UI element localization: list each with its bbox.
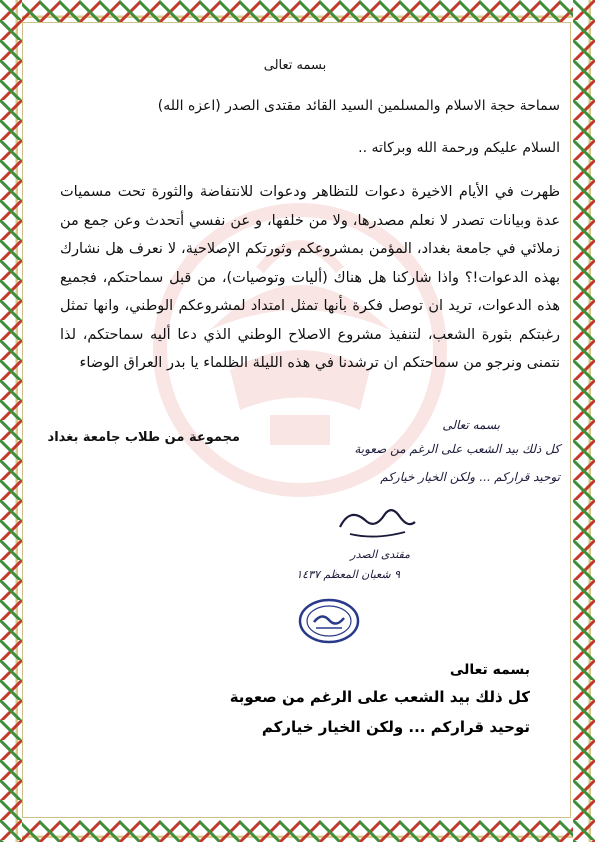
letter-basmala: بسمه تعالى bbox=[263, 58, 327, 73]
typed-reply-line: توحيد قراركم ... ولكن الخيار خياركم bbox=[261, 718, 530, 736]
letter-greeting: السلام عليكم ورحمة الله وبركاته .. bbox=[358, 140, 560, 156]
handwritten-basmala: بسمه تعالى bbox=[442, 418, 500, 432]
decorative-border-bottom bbox=[0, 820, 595, 842]
handwritten-date: ٩ شعبان المعظم ١٤٣٧ bbox=[296, 568, 400, 581]
letter-signatory: مجموعة من طلاب جامعة بغداد bbox=[47, 430, 240, 445]
typed-reply-line: كل ذلك بيد الشعب على الرغم من صعوبة bbox=[229, 688, 530, 706]
decorative-border-left bbox=[0, 0, 22, 842]
handwritten-reply-line: كل ذلك بيد الشعب على الرغم من صعوبة bbox=[354, 442, 560, 456]
handwritten-reply-line: توحيد قراركم ... ولكن الخيار خياركم bbox=[380, 470, 560, 484]
official-seal-icon bbox=[298, 598, 360, 644]
letter-salutation: سماحة حجة الاسلام والمسلمين السيد القائد مقتدى الصدر (اعزه الله) bbox=[157, 98, 560, 114]
handwritten-signature-icon bbox=[330, 502, 420, 542]
letter-body: ظهرت في الأيام الاخيرة دعوات للتظاهر ودعوات للانتفاضة والثورة تحت مسميات عدة وبيانات تصدر لا نعلم مصدرها، ولا من خلفها، و عن نفسي أتحدث وعن جمع من زملائي في جامعة بغداد، المؤمن بمشروعكم وثورتكم الإصلاحية، لا نعرف هل نشارك بهذه الدعوات!؟ واذا شاركنا هل هناك (أليات وتوصيات)، من قبل سماحتكم، فجميع هذه الدعوات، تريد ان توصل فكرة بأنها تمثل امتداد لمشروعكم الوطني، وانها تمثل رغبتكم بثورة الشعب، لتنفيذ مشروع الاصلاح الوطني الذي دعا أليه سماحتكم، لذا نتمنى ونرجو من سماحتكم ان ترشدنا في هذه الليلة الظلماء يا بدر العراق الوضاء bbox=[60, 184, 560, 371]
decorative-border-right bbox=[573, 0, 595, 842]
typed-basmala: بسمه تعالى bbox=[449, 662, 530, 678]
handwritten-name: مقتدى الصدر bbox=[350, 548, 410, 561]
decorative-border-top bbox=[0, 0, 595, 22]
